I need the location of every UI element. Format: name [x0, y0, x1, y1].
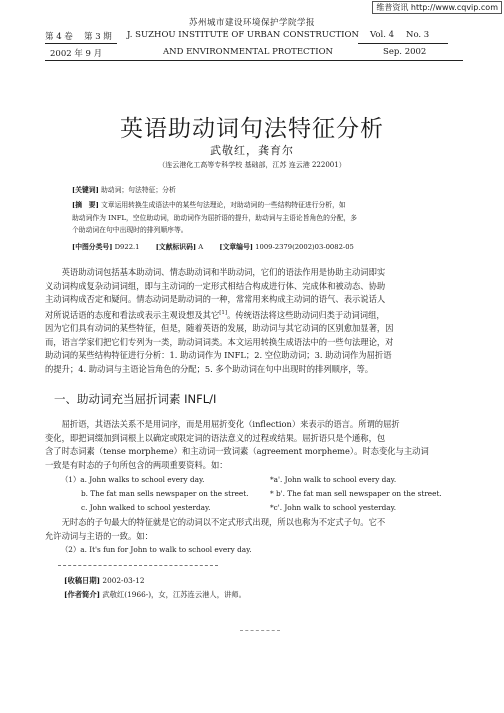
abstract — [72, 199, 462, 237]
body-line: 义动词构成复杂动词词组，即与主动词的一定形式相结合构成进行体、完成体和被动态、协助 — [45, 280, 386, 291]
issue-en: No. 3 — [406, 30, 430, 40]
abstract-line: 个助动词在句中出现时的排列顺序等。 — [72, 226, 188, 234]
example-1a: （1）a. John walks to school every day. — [61, 475, 205, 484]
doc-code-value: A — [198, 243, 204, 251]
article-number-label: [文章编号] — [219, 243, 253, 251]
body-line: 屈折语，其语法关系不是用词序，而是用屈折变化（inflection）来表示的语言。所谓的屈折 — [61, 419, 400, 429]
article-authors: 武敬红，龚育尔 — [210, 144, 294, 157]
example-1b: b. The fat man sells newspaper on the street. — [81, 489, 249, 498]
header-rule-right — [358, 43, 448, 44]
volume-cn: 第 4 卷 — [45, 32, 73, 42]
body-line: 英语助动词包括基本助动词、情态助动词和半助动词，它们的语法作用是协助主动词即实 — [61, 267, 386, 277]
body-line: 无时态的子句最大的特征就是它的动词以不定式形式出现，所以也称为不定式子句。它不 — [61, 517, 386, 527]
received-value: 2002-03-12 — [102, 576, 145, 585]
abstract-label: [摘 要] — [72, 201, 99, 209]
received-label: [收稿日期] — [64, 576, 101, 585]
author-bio-value: 武敬红(1966-)，女，江苏连云港人，讲师。 — [102, 590, 246, 599]
author-bio-label: [作者简介] — [64, 590, 101, 599]
keywords-label: [关键词] — [72, 186, 99, 194]
classification-line — [72, 241, 462, 254]
class-label: [中图分类号] — [72, 243, 113, 251]
body-line: 变化，即把词缀加到词根上以确定或限定词的语法意义的过程或结果。屈折语只是个通称，包 — [45, 432, 386, 443]
article-number-value: 1009-2379(2002)03-0082-05 — [255, 243, 354, 251]
author-affiliation: （连云港化工高等专科学校 基础部，江苏 连云港 222001） — [158, 161, 346, 169]
example-1b-star: * b'. The fat man sell newspaper on the street. — [270, 489, 442, 498]
body-line — [45, 307, 463, 322]
body-line: 一致是有时态的子句所包含的两项重要资料。如： — [45, 459, 228, 470]
volume-en: Vol. 4 — [370, 30, 395, 40]
journal-name-en-1: J. SUZHOU INSTITUTE OF URBAN CONSTRUCTION — [127, 30, 359, 40]
date-cn: 2002 年 9 月 — [50, 49, 103, 59]
source-stamp: 维普资讯 http://www.cqvip.com — [372, 1, 502, 14]
doc-code-label: [文献标识码] — [155, 243, 197, 251]
body-line: 助动词的某些结构特征进行分析：1. 助动词作为 INFL；2. 空位助动词；3. 助动词作为屈折语 — [45, 350, 392, 361]
body-line: 允许动词与主语的一致。如： — [45, 530, 153, 541]
section-paragraph — [45, 418, 463, 472]
section-heading: 一、助动词充当屈折词素 INFL/I — [54, 392, 217, 406]
example-1a-star: *a'. John walk to school every day. — [270, 475, 397, 484]
bottom-mark — [240, 630, 280, 631]
example-1c: c. John walked to school yesterday. — [81, 503, 211, 512]
intro-paragraph — [45, 266, 463, 377]
body-text: 。传统语法将这些助动词归类于动词词组， — [227, 309, 385, 320]
author-bio — [64, 590, 246, 600]
article-title: 英语助动词句法特征分析 — [120, 116, 384, 142]
example-1c-star: *c'. John walk to school yesterday. — [270, 503, 397, 512]
body-line: 的提升；4. 助动词与主语论旨角色的分配；5. 多个助动词在句中出现时的排列顺序，等。 — [45, 363, 374, 374]
abstract-line: 文章运用转换生成语法中的某些句法理论，对助动词的一些结构特征进行分析，如 — [101, 201, 346, 209]
body-line: 而，语言学家们把它们专列为一类，助动词词类。本文运用转换生成语法中的一些句法理论，对 — [45, 336, 394, 347]
after-examples-paragraph — [45, 516, 463, 543]
header-rule-left — [45, 43, 117, 44]
class-value: D922.1 — [114, 243, 140, 251]
keywords-text: 助动词；句法特征；分析 — [101, 186, 176, 194]
body-line: 含了时态词素（tense morpheme）和主动词一致词素（agreement morpheme）。时态变化与主动词 — [45, 446, 429, 457]
journal-title-cn: 苏州城市建设环境保护学院学报 — [188, 18, 315, 28]
abstract-line: 助动词作为 INFL，空位助动词，助动词作为屈折语的提升，助动词与主语论旨角色的分配，多 — [72, 213, 358, 222]
keywords-line — [72, 184, 462, 197]
footnote-marker: [1] — [219, 309, 228, 316]
date-en: Sep. 2002 — [383, 47, 427, 57]
received-date — [64, 576, 145, 586]
example-2a: （2）a. It's fun for John to walk to school every day. — [61, 545, 252, 554]
body-text: 对所说话语的态度和看法或表示主观设想及其它 — [45, 309, 220, 320]
journal-name-en-2: AND ENVIRONMENTAL PROTECTION — [163, 47, 333, 57]
body-line: 主动词构成否定和疑问。情态动词是助动词的一种，常常用来构成主动词的语气、表示说话人 — [45, 294, 386, 305]
footnote-divider — [58, 565, 218, 566]
body-line: 因为它们具有动词的某些特征，但是，随着英语的发展，助动词与其它动词的区别愈加显著，因 — [45, 323, 394, 334]
header-rule-main — [45, 60, 463, 61]
issue-cn: 第 3 期 — [84, 32, 112, 42]
